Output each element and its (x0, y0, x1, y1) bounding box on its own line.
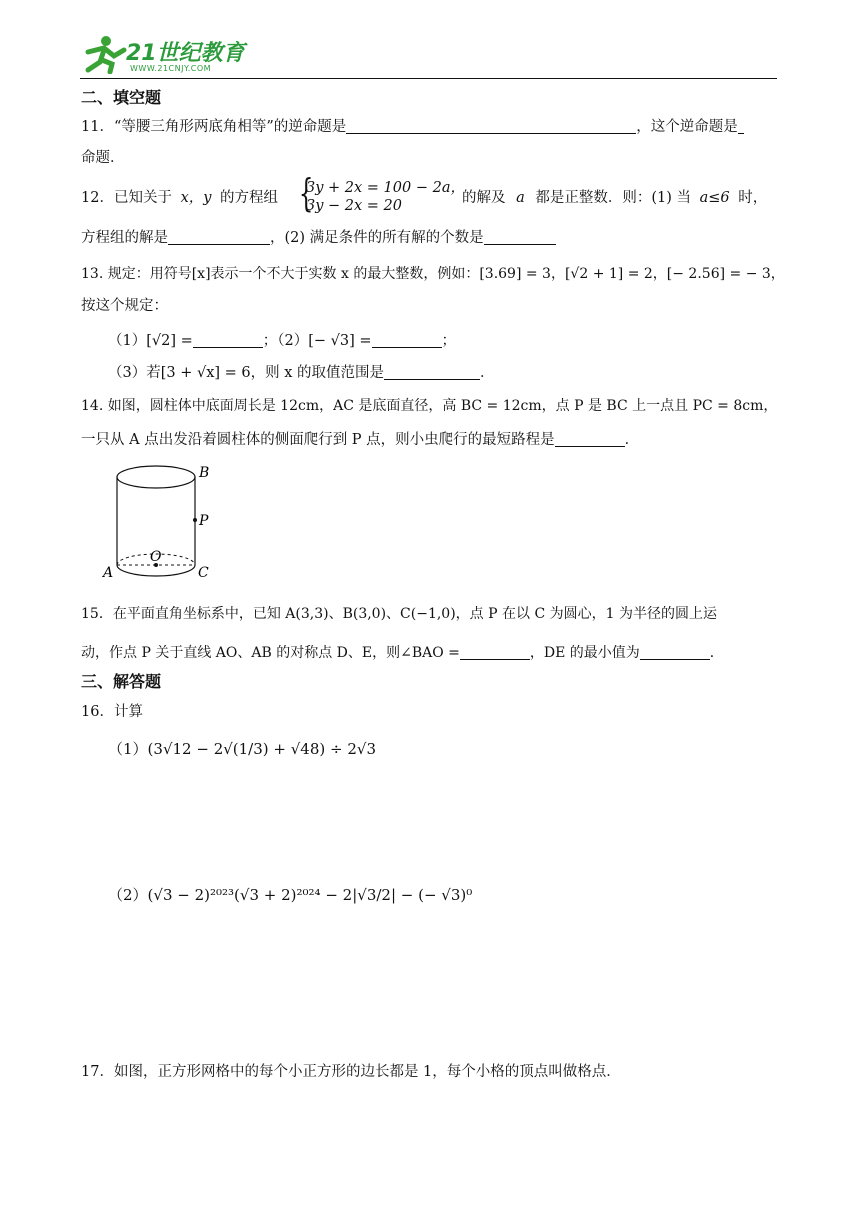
q11-blank-2[interactable] (738, 117, 744, 134)
q12-text-e: 时， (738, 190, 768, 206)
q11-text-a: 11．“等腰三角形两底角相等”的逆命题是 (81, 119, 347, 135)
q12-text-b: 的方程组 (220, 190, 279, 206)
q12-text-d: 都是正整数．则：(1) 当 (535, 190, 692, 206)
logo-subtext: WWW.21CNJY.COM (130, 64, 212, 73)
logo-text: 21世纪教育 (126, 41, 245, 66)
q15-text-b: ，DE 的最小值为 (529, 645, 640, 661)
label-c: C (198, 565, 209, 581)
section-heading-solve: 三、解答题 (81, 672, 162, 691)
q15-text-end: ． (709, 645, 724, 661)
question-12 (81, 186, 278, 207)
q13-part3-end: ． (480, 365, 495, 381)
q12-condition: a≤6 (699, 190, 730, 206)
q13-part2-end: ； (441, 333, 457, 349)
logo (80, 34, 250, 78)
q14-line2 (81, 428, 639, 449)
q13-part1-2 (108, 329, 456, 350)
q13-blank-2[interactable] (372, 331, 442, 348)
label-b: B (199, 465, 210, 481)
cylinder-figure (100, 455, 230, 585)
q13-line1: 13. 规定：用符号[x]表示一个不大于实数 x 的最大整数，例如：[3.69] = 3，[√2 + 1] = 2，[− 2.56] = − 3， (81, 266, 785, 282)
q11-text-b: ，这个逆命题是 (636, 119, 738, 135)
label-a: A (103, 565, 114, 581)
q14-line1: 14. 如图，圆柱体中底面周长是 12cm，AC 是底面直径，高 BC = 12cm，点 P 是 BC 上一点且 PC = 8cm， (81, 398, 778, 414)
q12-equation-2: 3y − 2x = 20 (306, 198, 403, 214)
q15-text-a: 动，作点 P 关于直线 AO、AB 的对称点 D、E，则∠BAO = (81, 645, 460, 661)
q12-text-g: ，(2) 满足条件的所有解的个数是 (270, 230, 484, 246)
q13-line2: 按这个规定： (81, 298, 168, 314)
q12-brace: { (298, 171, 314, 215)
q14-line2-text: 一只从 A 点出发沿着圆柱体的侧面爬行到 P 点，则小虫爬行的最短路程是 (81, 432, 555, 448)
q12-vars: x，y (180, 190, 212, 206)
question-11 (81, 115, 744, 136)
q15-line2 (81, 642, 724, 662)
q12-text-a: 12．已知关于 (81, 190, 172, 206)
q12-line2 (81, 226, 556, 247)
cylinder-top-ellipse (117, 466, 195, 488)
q12-text-f: 方程组的解是 (81, 230, 168, 246)
q12-text-cont (462, 186, 767, 207)
q12-equation-1: 3y + 2x = 100 − 2a， (306, 180, 465, 196)
label-p: P (199, 513, 209, 529)
q13-part3 (108, 361, 495, 382)
q16-part2: （2）(√3 − 2)²⁰²³(√3 + 2)²⁰²⁴ − 2|√3/2| − (− √3)⁰ (108, 886, 473, 904)
section-heading-fill: 二、填空题 (81, 88, 162, 107)
q13-blank-1[interactable] (193, 331, 263, 348)
q12-var-a: a (516, 190, 525, 206)
q13-blank-3[interactable] (384, 363, 480, 380)
q15-blank-1[interactable] (460, 643, 530, 660)
header-rule (80, 78, 777, 79)
runner-logo-icon (80, 34, 128, 74)
q17-text: 17．如图，正方形网格中的每个小正方形的边长都是 1，每个小格的顶点叫做格点． (81, 1064, 621, 1080)
q16-title: 16．计算 (81, 704, 143, 720)
q15-blank-2[interactable] (640, 643, 710, 660)
q11-text-c: 命题． (81, 150, 125, 166)
q16-part1: （1）(3√12 − 2√(1/3) + √48) ÷ 2√3 (108, 740, 376, 758)
q14-blank[interactable] (555, 430, 625, 447)
label-o: O (150, 549, 162, 565)
q15-line1: 15．在平面直角坐标系中，已知 A(3,3)、B(3,0)、C(−1,0)，点 P 在以 C 为圆心，1 为半径的圆上运 (81, 606, 717, 622)
q12-blank-2[interactable] (484, 228, 556, 245)
q13-part2: ；（2）[− √3] = (262, 333, 372, 349)
point-p (193, 518, 197, 522)
q13-part3-text: （3）若[3 + √x] = 6，则 x 的取值范围是 (108, 365, 385, 381)
q13-part1: （1）[√2] = (108, 333, 193, 349)
q11-blank-1[interactable] (346, 117, 636, 134)
q12-blank-1[interactable] (168, 228, 270, 245)
q14-line2-end: ． (624, 432, 640, 448)
q12-text-c: 的解及 (462, 190, 506, 206)
